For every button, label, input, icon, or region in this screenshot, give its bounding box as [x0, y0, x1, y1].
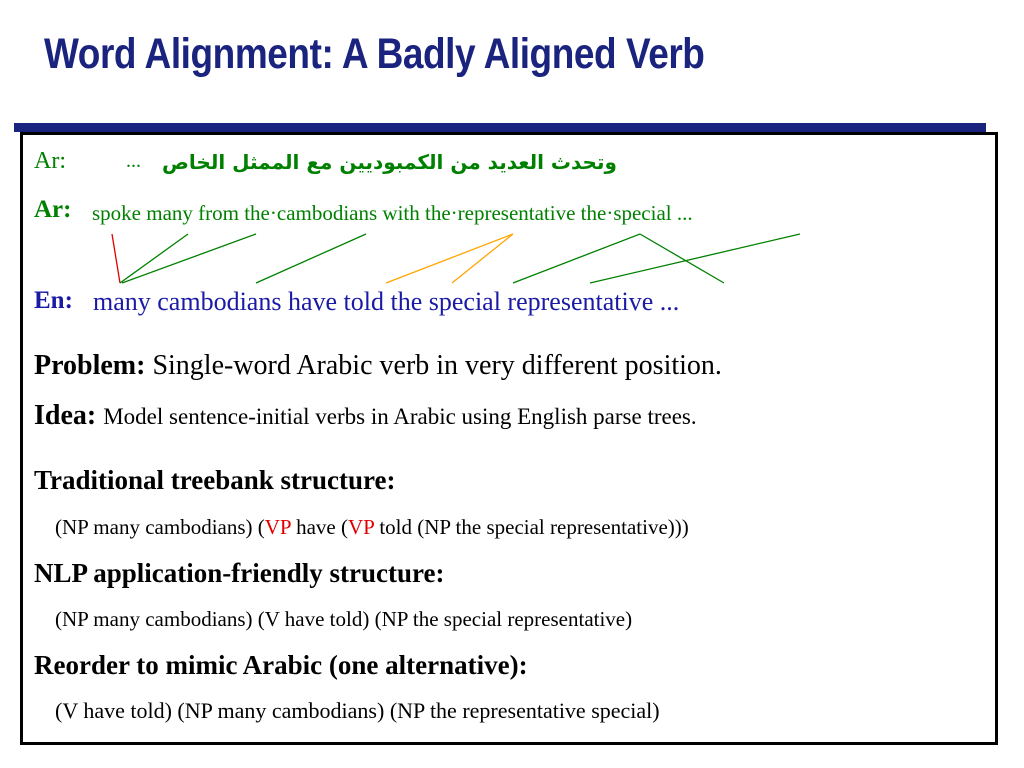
english-label: En: — [34, 287, 73, 314]
problem-text: Single-word Arabic verb in very different position. — [152, 350, 722, 381]
reorder-structure: (V have told) (NP many cambodians) (NP the representative special) — [55, 698, 660, 723]
idea-text: Model sentence-initial verbs in Arabic using English parse trees. — [103, 404, 697, 429]
alignment-link-with-told — [452, 234, 513, 283]
alignment-link-spoke-told — [112, 234, 120, 283]
english-sentence: many cambodians have told the special representative ... — [93, 287, 680, 316]
traditional-part-have: have ( — [290, 515, 348, 539]
traditional-part-np: (NP many cambodians) ( — [55, 515, 265, 539]
alignment-link-many-many — [120, 234, 188, 283]
arabic-script-ellipsis: ... — [126, 150, 141, 172]
traditional-structure — [55, 515, 689, 540]
nlp-friendly-structure: (NP many cambodians) (V have told) (NP the special representative) — [55, 607, 633, 631]
problem-label: Problem: — [34, 350, 146, 381]
arabic-script-sentence: وتحدث العديد من الكمبوديين مع الممثل الخاص — [162, 150, 617, 174]
alignment-link-from-many — [122, 234, 256, 283]
nlp-friendly-heading: NLP application-friendly structure: — [34, 558, 445, 588]
arabic-gloss-label: Ar: — [34, 196, 72, 223]
alignment-link-with-have — [386, 234, 513, 283]
alignment-link-cambodians — [256, 234, 366, 283]
traditional-heading: Traditional treebank structure: — [34, 465, 396, 495]
vp-label-1: VP — [264, 515, 291, 539]
slide-title: Word Alignment: A Badly Aligned Verb — [44, 30, 705, 78]
alignment-link-representative — [640, 234, 724, 283]
idea-line — [34, 400, 697, 432]
problem-line — [34, 350, 722, 382]
reorder-heading: Reorder to mimic Arabic (one alternative): — [34, 650, 528, 680]
arabic-gloss-sentence: spoke many from the·cambodians with the·representative the·special ... — [92, 201, 693, 225]
arabic-script-label: Ar: — [34, 148, 66, 174]
traditional-part-told: told (NP the special representative))) — [374, 515, 689, 539]
vp-label-2: VP — [347, 515, 375, 539]
idea-label: Idea: — [34, 400, 97, 431]
